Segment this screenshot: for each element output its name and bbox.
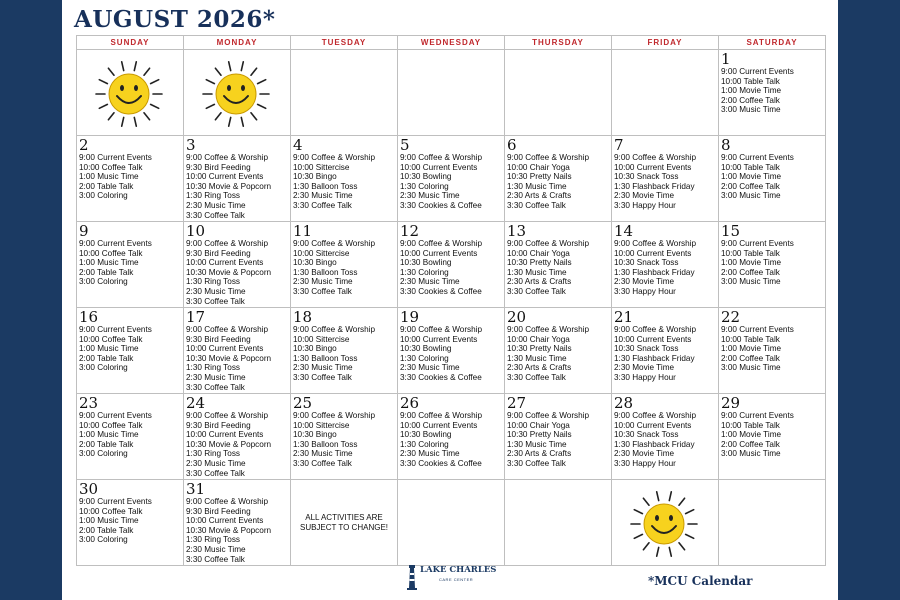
day-header: THURSDAY [505, 36, 612, 50]
day-cell [184, 394, 291, 480]
activity-item: 3:30 Coffee Talk [293, 200, 352, 210]
activity-item: 10:00 Table Talk [721, 76, 780, 86]
week-row [77, 308, 826, 394]
calendar-title: AUGUST 2026* [74, 6, 276, 33]
activity-item: 10:30 Pretty Nails [507, 344, 572, 354]
activity-item: 3:30 Coffee Talk [186, 296, 245, 306]
activity-item: 9:00 Coffee & Worship [400, 411, 483, 420]
empty-cell [77, 50, 184, 136]
activity-item: 2:30 Music Time [400, 363, 460, 373]
activity-item: 2:30 Music Time [293, 449, 353, 459]
activity-item: 9:00 Current Events [721, 239, 794, 248]
activity-item: 1:00 Movie Time [721, 430, 782, 440]
lighthouse-icon [406, 564, 418, 590]
activity-item: 10:00 Current Events [186, 516, 264, 526]
activity-item: 10:00 Current Events [186, 172, 264, 182]
activity-item: 2:00 Table Talk [79, 525, 134, 535]
activity-item: 1:30 Ring Toss [186, 449, 241, 459]
empty-cell [505, 50, 612, 136]
activity-item: 10:30 Pretty Nails [507, 430, 572, 440]
activity-item: 3:30 Coffee Talk [507, 286, 566, 296]
activity-item: 2:30 Arts & Crafts [507, 277, 572, 287]
activity-item: 1:00 Movie Time [721, 344, 782, 354]
activity-item: 9:00 Coffee & Worship [400, 325, 483, 334]
day-cell [719, 50, 826, 136]
activity-item: 3:30 Happy Hour [614, 458, 676, 468]
activity-item: 10:30 Snack Toss [614, 430, 679, 440]
activity-item: 1:30 Balloon Toss [293, 181, 358, 191]
activity-item: 9:00 Coffee & Worship [293, 411, 376, 420]
logo-subtitle: CARE CENTER [439, 577, 474, 582]
activity-item: 10:00 Current Events [186, 344, 264, 354]
day-header: SUNDAY [77, 36, 184, 50]
day-cell [505, 136, 612, 222]
activity-item: 10:30 Bingo [293, 258, 337, 268]
activity-item: 10:30 Snack Toss [614, 258, 679, 268]
activity-item: 10:00 Current Events [186, 430, 264, 440]
activity-item: 9:00 Current Events [721, 325, 794, 334]
day-number: 2 [79, 136, 89, 154]
activity-item: 9:00 Current Events [79, 153, 152, 162]
day-cell [77, 480, 184, 566]
activity-item: 3:30 Coffee Talk [186, 210, 245, 220]
activity-item: 10:30 Bowling [400, 258, 452, 268]
activity-item: 3:00 Music Time [721, 105, 781, 115]
activity-item: 2:30 Music Time [400, 449, 460, 459]
day-number: 9 [79, 222, 89, 240]
activity-item: 1:30 Ring Toss [186, 535, 241, 545]
activity-item: 9:00 Coffee & Worship [400, 239, 483, 248]
day-header: WEDNESDAY [398, 36, 505, 50]
activity-item: 9:00 Coffee & Worship [400, 153, 483, 162]
sun-icon [89, 58, 169, 130]
activity-item: 10:30 Movie & Popcorn [186, 439, 272, 449]
day-cell [612, 136, 719, 222]
activity-item: 10:00 Table Talk [721, 420, 780, 430]
activity-item: 10:00 Table Talk [721, 334, 780, 344]
activity-item: 3:30 Happy Hour [614, 286, 676, 296]
day-number: 31 [186, 480, 206, 498]
activity-item: 2:30 Music Time [186, 200, 246, 210]
activity-item: 2:30 Arts & Crafts [507, 363, 572, 373]
activity-item: 3:30 Coffee Talk [507, 458, 566, 468]
activity-item: 9:00 Coffee & Worship [293, 239, 376, 248]
day-cell [184, 308, 291, 394]
activity-item: 9:00 Coffee & Worship [186, 497, 269, 506]
day-number: 15 [721, 222, 741, 240]
day-cell [184, 480, 291, 566]
activity-item: 3:30 Coffee Talk [293, 286, 352, 296]
calendar-grid [76, 35, 826, 566]
activity-item: 1:00 Music Time [79, 344, 139, 354]
activity-item: 10:00 Table Talk [721, 162, 780, 172]
day-header: MONDAY [184, 36, 291, 50]
day-cell [77, 136, 184, 222]
activity-item: 2:30 Music Time [400, 277, 460, 287]
day-cell [719, 394, 826, 480]
activity-item: 1:30 Flashback Friday [614, 439, 695, 449]
activity-item: 10:30 Bowling [400, 344, 452, 354]
day-number: 1 [721, 50, 731, 68]
week-row [77, 394, 826, 480]
activity-item: 3:00 Coloring [79, 363, 128, 373]
empty-cell [612, 480, 719, 566]
activity-item: 9:00 Coffee & Worship [507, 325, 590, 334]
day-cell [398, 308, 505, 394]
week-row [77, 480, 826, 566]
day-cell [398, 394, 505, 480]
activity-item: 9:00 Coffee & Worship [186, 239, 269, 248]
activity-item: 2:30 Arts & Crafts [507, 449, 572, 459]
activity-item: 3:30 Coffee Talk [186, 468, 245, 478]
day-cell [77, 394, 184, 480]
activity-item: 10:00 Sittercise [293, 420, 350, 430]
day-cell [505, 394, 612, 480]
activity-item: 10:00 Current Events [400, 420, 478, 430]
activity-item: 3:30 Cookies & Coffee [400, 458, 482, 468]
activity-item: 10:00 Chair Yoga [507, 420, 570, 430]
activity-item: 2:30 Arts & Crafts [507, 191, 572, 201]
day-number: 12 [400, 222, 420, 240]
activity-item: 1:30 Flashback Friday [614, 267, 695, 277]
day-cell [184, 136, 291, 222]
activity-item: 9:00 Coffee & Worship [186, 325, 269, 334]
sun-icon [624, 488, 704, 560]
calendar-body [77, 50, 826, 566]
activity-item: 9:00 Current Events [79, 239, 152, 248]
activity-item: 1:00 Movie Time [721, 86, 782, 96]
day-number: 18 [293, 308, 313, 326]
day-cell [612, 308, 719, 394]
activity-item: 9:00 Current Events [721, 411, 794, 420]
activity-item: 1:00 Music Time [79, 172, 139, 182]
day-number: 25 [293, 394, 313, 412]
empty-cell [291, 50, 398, 136]
activity-item: 2:00 Table Talk [79, 181, 134, 191]
day-number: 3 [186, 136, 196, 154]
activity-item: 1:30 Coloring [400, 181, 449, 191]
day-number: 11 [293, 222, 313, 240]
activity-item: 1:30 Coloring [400, 353, 449, 363]
activity-item: 9:30 Bird Feeding [186, 248, 251, 258]
day-cell [398, 136, 505, 222]
day-cell [719, 222, 826, 308]
day-header-row [77, 36, 826, 50]
day-cell [719, 136, 826, 222]
empty-cell [398, 480, 505, 566]
activity-item: 9:30 Bird Feeding [186, 506, 251, 516]
day-number: 21 [614, 308, 634, 326]
day-number: 26 [400, 394, 420, 412]
day-number: 6 [507, 136, 517, 154]
day-number: 14 [614, 222, 634, 240]
activity-item: 10:30 Movie & Popcorn [186, 353, 272, 363]
activity-item: 1:30 Music Time [507, 353, 567, 363]
activity-item: 3:00 Music Time [721, 277, 781, 287]
day-number: 13 [507, 222, 527, 240]
activity-item: 9:30 Bird Feeding [186, 420, 251, 430]
activity-item: 3:00 Music Time [721, 191, 781, 201]
activity-item: 1:30 Ring Toss [186, 363, 241, 373]
week-row [77, 50, 826, 136]
activity-item: 10:00 Chair Yoga [507, 162, 570, 172]
activity-item: 2:00 Coffee Talk [721, 267, 780, 277]
calendar-sheet [62, 0, 838, 600]
activity-item: 3:00 Coloring [79, 535, 128, 545]
activity-item: 10:30 Bowling [400, 172, 452, 182]
activity-item: 1:30 Coloring [400, 267, 449, 277]
activity-item: 2:00 Table Talk [79, 353, 134, 363]
activity-item: 2:30 Movie Time [614, 363, 675, 373]
activity-item: 1:30 Music Time [507, 439, 567, 449]
day-number: 22 [721, 308, 741, 326]
activity-item: 10:00 Chair Yoga [507, 248, 570, 258]
schedule-note: ALL ACTIVITIES ARE SUBJECT TO CHANGE! [299, 513, 389, 532]
activity-item: 2:30 Music Time [400, 191, 460, 201]
activity-item: 3:30 Coffee Talk [293, 458, 352, 468]
activity-item: 10:00 Current Events [186, 258, 264, 268]
activity-item: 10:30 Pretty Nails [507, 172, 572, 182]
activity-item: 3:30 Coffee Talk [186, 382, 245, 392]
activity-item: 3:00 Coloring [79, 191, 128, 201]
day-cell [291, 394, 398, 480]
activity-item: 10:00 Coffee Talk [79, 162, 143, 172]
activity-item: 3:30 Coffee Talk [186, 554, 245, 564]
activity-item: 3:00 Coloring [79, 449, 128, 459]
activity-item: 9:00 Coffee & Worship [614, 411, 697, 420]
activity-item: 10:30 Movie & Popcorn [186, 267, 272, 277]
activity-item: 2:00 Coffee Talk [721, 181, 780, 191]
day-number: 19 [400, 308, 420, 326]
activity-item: 1:30 Music Time [507, 181, 567, 191]
activity-item: 2:00 Coffee Talk [721, 353, 780, 363]
day-number: 7 [614, 136, 624, 154]
lake-charles-logo [406, 562, 496, 592]
activity-item: 1:30 Flashback Friday [614, 353, 695, 363]
activity-item: 10:00 Sittercise [293, 162, 350, 172]
day-cell [398, 222, 505, 308]
activity-item: 10:00 Current Events [614, 248, 692, 258]
activity-item: 10:00 Current Events [400, 162, 478, 172]
week-row [77, 222, 826, 308]
activity-item: 9:00 Coffee & Worship [507, 153, 590, 162]
activity-item: 9:00 Current Events [79, 411, 152, 420]
activity-item: 2:00 Coffee Talk [721, 95, 780, 105]
activity-item: 3:00 Music Time [721, 449, 781, 459]
activity-item: 10:00 Current Events [400, 334, 478, 344]
activity-item: 2:30 Movie Time [614, 191, 675, 201]
day-number: 5 [400, 136, 410, 154]
empty-cell [612, 50, 719, 136]
activity-item: 1:30 Balloon Toss [293, 353, 358, 363]
day-header: FRIDAY [612, 36, 719, 50]
activity-item: 10:00 Current Events [614, 420, 692, 430]
day-cell [505, 308, 612, 394]
day-number: 8 [721, 136, 731, 154]
day-number: 16 [79, 308, 99, 326]
footer-note: *MCU Calendar [648, 574, 753, 588]
activity-item: 3:30 Coffee Talk [507, 200, 566, 210]
activity-item: 2:30 Music Time [186, 458, 246, 468]
day-header: SATURDAY [719, 36, 826, 50]
activity-item: 1:30 Balloon Toss [293, 267, 358, 277]
day-cell [77, 222, 184, 308]
activity-item: 9:00 Coffee & Worship [614, 153, 697, 162]
activity-item: 2:00 Coffee Talk [721, 439, 780, 449]
day-number: 28 [614, 394, 634, 412]
activity-item: 9:30 Bird Feeding [186, 162, 251, 172]
day-number: 20 [507, 308, 527, 326]
activity-item: 9:00 Coffee & Worship [293, 325, 376, 334]
activity-item: 2:00 Table Talk [79, 267, 134, 277]
activity-item: 1:00 Movie Time [721, 172, 782, 182]
activity-item: 10:00 Chair Yoga [507, 334, 570, 344]
day-number: 30 [79, 480, 99, 498]
activity-item: 3:00 Coloring [79, 277, 128, 287]
activity-item: 9:00 Coffee & Worship [614, 325, 697, 334]
activity-item: 10:00 Table Talk [721, 248, 780, 258]
empty-cell [505, 480, 612, 566]
day-number: 27 [507, 394, 527, 412]
activity-item: 10:00 Current Events [614, 334, 692, 344]
day-number: 24 [186, 394, 206, 412]
day-cell [291, 222, 398, 308]
activity-item: 2:30 Music Time [293, 363, 353, 373]
activity-item: 10:00 Coffee Talk [79, 506, 143, 516]
day-number: 10 [186, 222, 206, 240]
day-cell [77, 308, 184, 394]
activity-item: 1:30 Ring Toss [186, 277, 241, 287]
empty-cell [719, 480, 826, 566]
activity-item: 1:00 Movie Time [721, 258, 782, 268]
day-cell [505, 222, 612, 308]
activity-item: 2:30 Music Time [186, 544, 246, 554]
day-cell [719, 308, 826, 394]
activity-item: 2:30 Music Time [186, 286, 246, 296]
activity-item: 3:30 Cookies & Coffee [400, 286, 482, 296]
day-header: TUESDAY [291, 36, 398, 50]
day-cell [291, 136, 398, 222]
activity-item: 10:00 Sittercise [293, 334, 350, 344]
activity-item: 10:00 Coffee Talk [79, 420, 143, 430]
activity-item: 1:30 Coloring [400, 439, 449, 449]
activity-item: 10:00 Sittercise [293, 248, 350, 258]
week-row [77, 136, 826, 222]
day-number: 4 [293, 136, 303, 154]
activity-item: 3:30 Cookies & Coffee [400, 372, 482, 382]
activity-item: 3:30 Coffee Talk [293, 372, 352, 382]
day-cell [612, 222, 719, 308]
activity-item: 9:00 Coffee & Worship [186, 411, 269, 420]
activity-item: 2:30 Music Time [186, 372, 246, 382]
activity-item: 3:30 Coffee Talk [507, 372, 566, 382]
activity-item: 10:00 Coffee Talk [79, 248, 143, 258]
activity-item: 9:00 Current Events [79, 325, 152, 334]
activity-item: 9:00 Coffee & Worship [186, 153, 269, 162]
activity-item: 10:30 Movie & Popcorn [186, 525, 272, 535]
logo-name: LAKE CHARLES [420, 565, 497, 575]
day-cell [612, 394, 719, 480]
activity-item: 10:30 Movie & Popcorn [186, 181, 272, 191]
activity-item: 10:00 Coffee Talk [79, 334, 143, 344]
empty-cell [184, 50, 291, 136]
activity-item: 2:30 Music Time [293, 191, 353, 201]
activity-item: 3:30 Cookies & Coffee [400, 200, 482, 210]
activity-item: 3:00 Music Time [721, 363, 781, 373]
activity-item: 10:30 Pretty Nails [507, 258, 572, 268]
day-number: 23 [79, 394, 99, 412]
day-cell [291, 308, 398, 394]
activity-item: 10:30 Bingo [293, 430, 337, 440]
activity-item: 9:00 Coffee & Worship [507, 239, 590, 248]
activity-item: 9:00 Current Events [721, 67, 794, 76]
activity-item: 1:30 Ring Toss [186, 191, 241, 201]
day-cell [184, 222, 291, 308]
activity-item: 2:30 Music Time [293, 277, 353, 287]
activity-item: 10:30 Snack Toss [614, 344, 679, 354]
activity-item: 10:30 Bingo [293, 172, 337, 182]
activity-item: 9:00 Coffee & Worship [614, 239, 697, 248]
activity-item: 9:00 Coffee & Worship [507, 411, 590, 420]
activity-item: 1:30 Music Time [507, 267, 567, 277]
activity-item: 10:30 Bowling [400, 430, 452, 440]
day-number: 29 [721, 394, 741, 412]
activity-item: 2:30 Movie Time [614, 277, 675, 287]
activity-item: 10:00 Current Events [614, 162, 692, 172]
activity-item: 9:00 Current Events [721, 153, 794, 162]
activity-item: 9:00 Coffee & Worship [293, 153, 376, 162]
empty-cell [291, 480, 398, 566]
empty-cell [398, 50, 505, 136]
sun-icon [196, 58, 276, 130]
activity-item: 9:00 Current Events [79, 497, 152, 506]
activity-item: 10:00 Current Events [400, 248, 478, 258]
activity-item: 3:30 Happy Hour [614, 200, 676, 210]
activity-item: 9:30 Bird Feeding [186, 334, 251, 344]
day-number: 17 [186, 308, 206, 326]
activity-item: 2:00 Table Talk [79, 439, 134, 449]
activity-item: 1:30 Flashback Friday [614, 181, 695, 191]
activity-item: 10:30 Bingo [293, 344, 337, 354]
activity-item: 1:30 Balloon Toss [293, 439, 358, 449]
activity-item: 3:30 Happy Hour [614, 372, 676, 382]
activity-item: 10:30 Snack Toss [614, 172, 679, 182]
activity-item: 1:00 Music Time [79, 516, 139, 526]
activity-item: 2:30 Movie Time [614, 449, 675, 459]
activity-item: 1:00 Music Time [79, 430, 139, 440]
activity-item: 1:00 Music Time [79, 258, 139, 268]
